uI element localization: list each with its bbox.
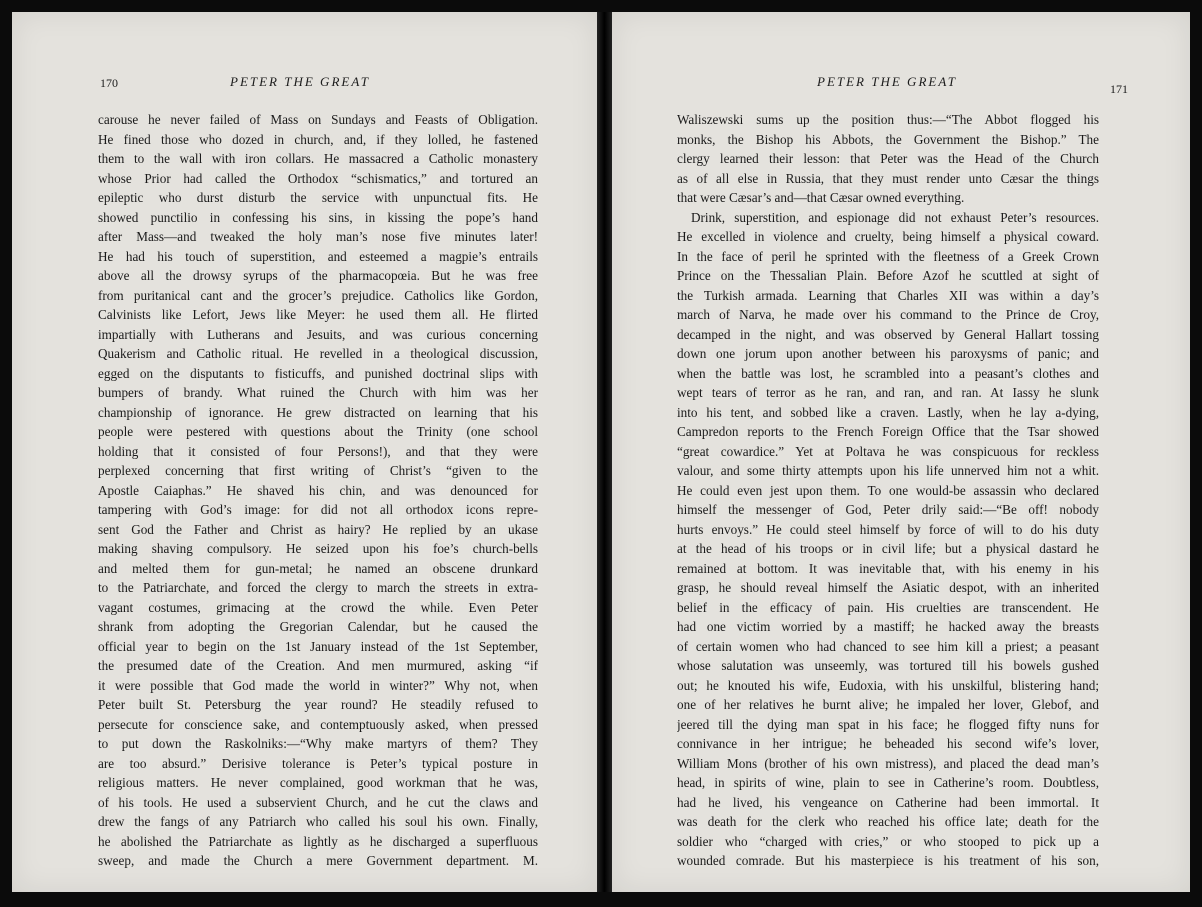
text-line: above all the drowsy syrups of the pharmacopœia. But he was free: [98, 268, 538, 283]
text-line: into his tent, and sobbed like a craven. Lastly, when he lay a-dying,: [677, 404, 1099, 420]
text-line: are too absurd.” Derisive tolerance is Peter’s typical posture in: [98, 755, 538, 771]
text-line: out; he knouted his wife, Eudoxia, with his unskilful, blistering hand;: [677, 677, 1099, 693]
text-line: Quakerism and Catholic ritual. He revelled in a theological discussion,: [98, 346, 538, 361]
text-line: bumpers of brandy. What ruined the Church with him was her: [98, 385, 538, 400]
text-line: clergy learned their lesson: that Peter was the Head of the Church: [677, 151, 1099, 166]
text-line: when the battle was lost, he scrambled into a peasant’s clothes and: [677, 365, 1099, 381]
text-line: In the face of peril he sprinted with the fleetness of a Greek Crown: [677, 248, 1099, 264]
text-line: Waliszewski sums up the position thus:—“The Abbot flogged his: [677, 112, 1099, 127]
right-running-head: [612, 74, 1190, 94]
text-line: had one victim worried by a mastiff; he hacked away the breasts: [677, 619, 1099, 634]
text-line: the presumed date of the Creation. And men murmured, asking “if: [98, 658, 538, 673]
text-line: whose salutation was unseemly, was tortured till his bowels gushed: [677, 658, 1099, 673]
text-line: at the head of his troops or in civil life; but a physical dastard he: [677, 541, 1099, 556]
left-running-head: [12, 74, 597, 94]
text-line: He fined those who dozed in church, and, if they lolled, he fastened: [98, 131, 538, 147]
text-line: soldier who “charged with cries,” or who stooped to pick up a: [677, 833, 1099, 849]
text-line: persecute for conscience sake, and contemptuously asked, when pressed: [98, 716, 538, 732]
text-line: belief in the efficacy of pain. His cruelties are transcendent. He: [677, 599, 1099, 615]
text-line: religious matters. He never complained, good workman that he was,: [98, 775, 538, 790]
text-line: one of her relatives he burnt alive; he impaled her lover, Glebof, and: [677, 697, 1099, 712]
text-line: from puritanical cant and the grocer’s prejudice. Catholics like Gordon,: [98, 287, 538, 303]
text-line: connivance in her intrigue; he beheaded his second wife’s lover,: [677, 736, 1099, 751]
text-line: epileptic who durst disturb the service with unpunctual fits. He: [98, 190, 538, 205]
text-line: head, in spirits of wine, plain to see in Catherine’s room. Doubtless,: [677, 775, 1099, 790]
text-line: them to the wall with iron collars. He massacred a Catholic monastery: [98, 151, 538, 166]
text-line: He had his touch of superstition, and esteemed a magpie’s entrails: [98, 248, 538, 264]
text-line: Drink, superstition, and espionage did not exhaust Peter’s resources.: [691, 209, 1099, 225]
right-running-title: PETER THE GREAT: [817, 74, 958, 89]
text-line: Campredon reports to the French Foreign Office that the Tsar showed: [677, 424, 1099, 439]
right-page-number: 171: [1110, 82, 1128, 96]
text-line: making shaving compulsory. He seized upon his foe’s church-bells: [98, 541, 538, 556]
text-line: He could even jest upon them. To one would-be assassin who declared: [677, 482, 1099, 498]
text-line: that were Cæsar’s and—that Cæsar owned everything.: [677, 190, 965, 205]
text-line: whose Prior had called the Orthodox “schismatics,” and tortured an: [98, 170, 538, 186]
left-page: [12, 12, 597, 892]
text-line: to put down the Raskolniks:—“Why make martyrs of them? They: [98, 736, 538, 751]
text-line: it were possible that God made the world in winter?” Why not, when: [98, 677, 538, 693]
text-line: he abolished the Patriarchate as lightly as he discharged a superfluous: [98, 833, 538, 849]
text-line: remained at bottom. It was inevitable that, with his enemy in his: [677, 560, 1099, 576]
text-line: official year to begin on the 1st January instead of the 1st September,: [98, 638, 538, 654]
text-line: jeered till the dying man spat in his face; he flogged fifty nuns for: [677, 716, 1099, 732]
text-line: shrank from adopting the Gregorian Calendar, but he caused the: [98, 619, 538, 634]
text-line: of certain women who had chanced to see him kill a priest; a peasant: [677, 638, 1099, 654]
text-line: of his tools. He used a subservient Church, and he cut the claws and: [98, 794, 538, 810]
text-line: tampering with God’s image: for did not all orthodox icons repre-: [98, 502, 538, 517]
left-page-number: 170: [100, 76, 118, 90]
text-line: holding that it consisted of four Persons!), and that they were: [98, 443, 538, 459]
text-line: wounded comrade. But his masterpiece is his treatment of his son,: [677, 853, 1099, 868]
text-line: monks, the Bishop his Abbots, the Government the Bishop.” The: [677, 131, 1099, 147]
text-line: sweep, and made the Church a mere Government department. M.: [98, 853, 538, 868]
text-line: to the Patriarchate, and forced the clergy to march the streets in extra-: [98, 580, 538, 595]
text-line: vagant costumes, grimacing at the crowd the while. Even Peter: [98, 599, 538, 615]
text-line: himself the messenger of God, Peter drily said:—“Be off! nobody: [677, 502, 1099, 517]
text-line: wept tears of terror as he ran, and ran, and ran. At Iassy he slunk: [677, 385, 1099, 400]
text-line: drew the fangs of any Patriarch who called his soul his own. Finally,: [98, 814, 538, 829]
book-gutter: [597, 12, 612, 892]
text-line: people were pestered with questions about the Trinity (one school: [98, 424, 538, 439]
text-line: as of all else in Russia, that they must render unto Cæsar the things: [677, 170, 1099, 186]
text-line: and melted them for gun-metal; he named an obscene drunkard: [98, 560, 538, 576]
text-line: He excelled in violence and cruelty, being himself a physical coward.: [677, 229, 1099, 244]
text-line: was death for the clerk who reached his office late; death for the: [677, 814, 1099, 829]
text-line: decamped in the night, and was observed by General Hallart tossing: [677, 326, 1099, 342]
text-line: “great cowardice.” Yet at Poltava he was conspicuous for reckless: [677, 443, 1099, 459]
text-line: march of Narva, he made over his command to the Prince de Croy,: [677, 307, 1099, 322]
text-line: Calvinists like Lefort, Jews like Meyer: he used them all. He flirted: [98, 307, 538, 322]
text-line: hurts envoys.” He could steel himself by force of will to do his duty: [677, 521, 1099, 537]
left-body-text: [98, 110, 538, 871]
text-line: sent God the Father and Christ as hairy? He replied by an ukase: [98, 521, 538, 537]
right-body-text: [677, 110, 1099, 871]
right-page: [612, 12, 1190, 892]
text-line: valour, and some thirty attempts upon his life unnerved him not a whit.: [677, 463, 1099, 478]
text-line: had he lived, his vengeance on Catherine had been immortal. It: [677, 794, 1099, 810]
text-line: perplexed concerning that first writing of Christ’s “given to the: [98, 463, 538, 478]
text-line: carouse he never failed of Mass on Sundays and Feasts of Obligation.: [98, 112, 538, 127]
text-line: showed punctilio in confessing his sins, in kissing the pope’s hand: [98, 209, 538, 225]
text-line: Apostle Caiaphas.” He shaved his chin, and was denounced for: [98, 482, 538, 498]
text-line: Prince on the Thessalian Plain. Before Azof he scuttled at sight of: [677, 268, 1099, 283]
text-line: impartially with Lutherans and Jesuits, and was curious concerning: [98, 326, 538, 342]
text-line: down one jorum upon another between his paroxysms of panic; and: [677, 346, 1099, 361]
left-running-title: PETER THE GREAT: [230, 74, 371, 89]
text-line: championship of ignorance. He grew distracted on learning that his: [98, 404, 538, 420]
text-line: egged on the disputants to fisticuffs, and punished doctrinal slips with: [98, 365, 538, 381]
text-line: grasp, he should reveal himself the Asiatic despot, with an inherited: [677, 580, 1099, 595]
text-line: William Mons (brother of his own mistress), and placed the dead man’s: [677, 755, 1099, 771]
text-line: after Mass—and tweaked the holy man’s nose five minutes later!: [98, 229, 538, 244]
text-line: Peter built St. Petersburg the year round? He steadily refused to: [98, 697, 538, 712]
text-line: the Turkish armada. Learning that Charles XII was within a day’s: [677, 287, 1099, 303]
